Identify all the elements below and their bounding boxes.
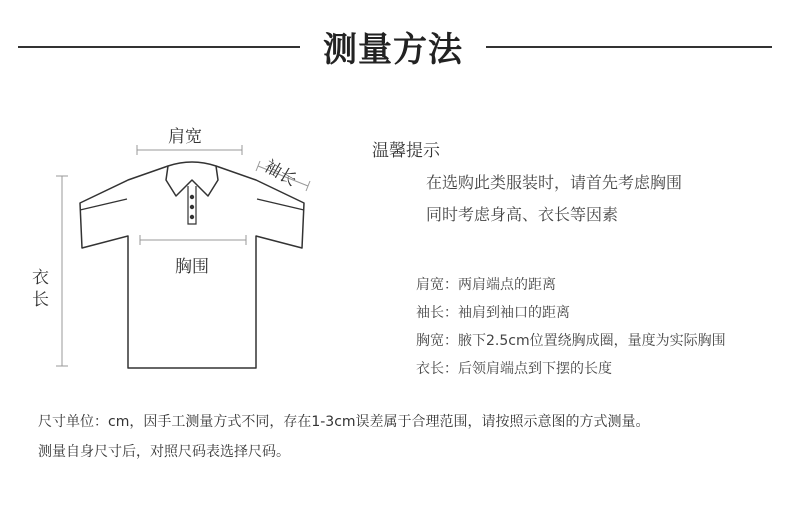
tip-line-1: 在选购此类服装时，请首先考虑胸围 — [426, 173, 683, 192]
tips-heading: 温馨提示 — [372, 141, 440, 161]
right-sleeve-hem — [257, 199, 304, 210]
left-sleeve-hem — [80, 199, 127, 210]
chest-label: 胸围 — [175, 257, 209, 277]
page-title: 测量方法 — [323, 30, 463, 70]
collar — [166, 162, 218, 196]
button-2 — [190, 205, 194, 209]
size-note-line-2: 测量自身尺寸后，对照尺码表选择尺码。 — [38, 444, 290, 460]
size-note-line-1: 尺寸单位：cm，因手工测量方式不同，存在1-3cm误差属于合理范围，请按照示意图的方式测量。 — [38, 414, 650, 430]
tip-line-2: 同时考虑身高、衣长等因素 — [426, 205, 619, 224]
definition-shoulder: 肩宽：两肩端点的距离 — [416, 277, 556, 293]
sleeve-label: 袖长 — [260, 156, 300, 191]
shoulder-label: 肩宽 — [168, 127, 202, 147]
definition-sleeve: 袖长：袖肩到袖口的距离 — [416, 305, 570, 321]
definition-length: 衣长：后领肩端点到下摆的长度 — [416, 361, 612, 377]
button-1 — [190, 195, 194, 199]
button-3 — [190, 215, 194, 219]
definition-chest: 胸宽：腋下2.5cm位置绕胸成圈，量度为实际胸围 — [416, 333, 726, 349]
length-label-line2: 长 — [32, 290, 49, 310]
length-label-line1: 衣 — [32, 268, 49, 288]
